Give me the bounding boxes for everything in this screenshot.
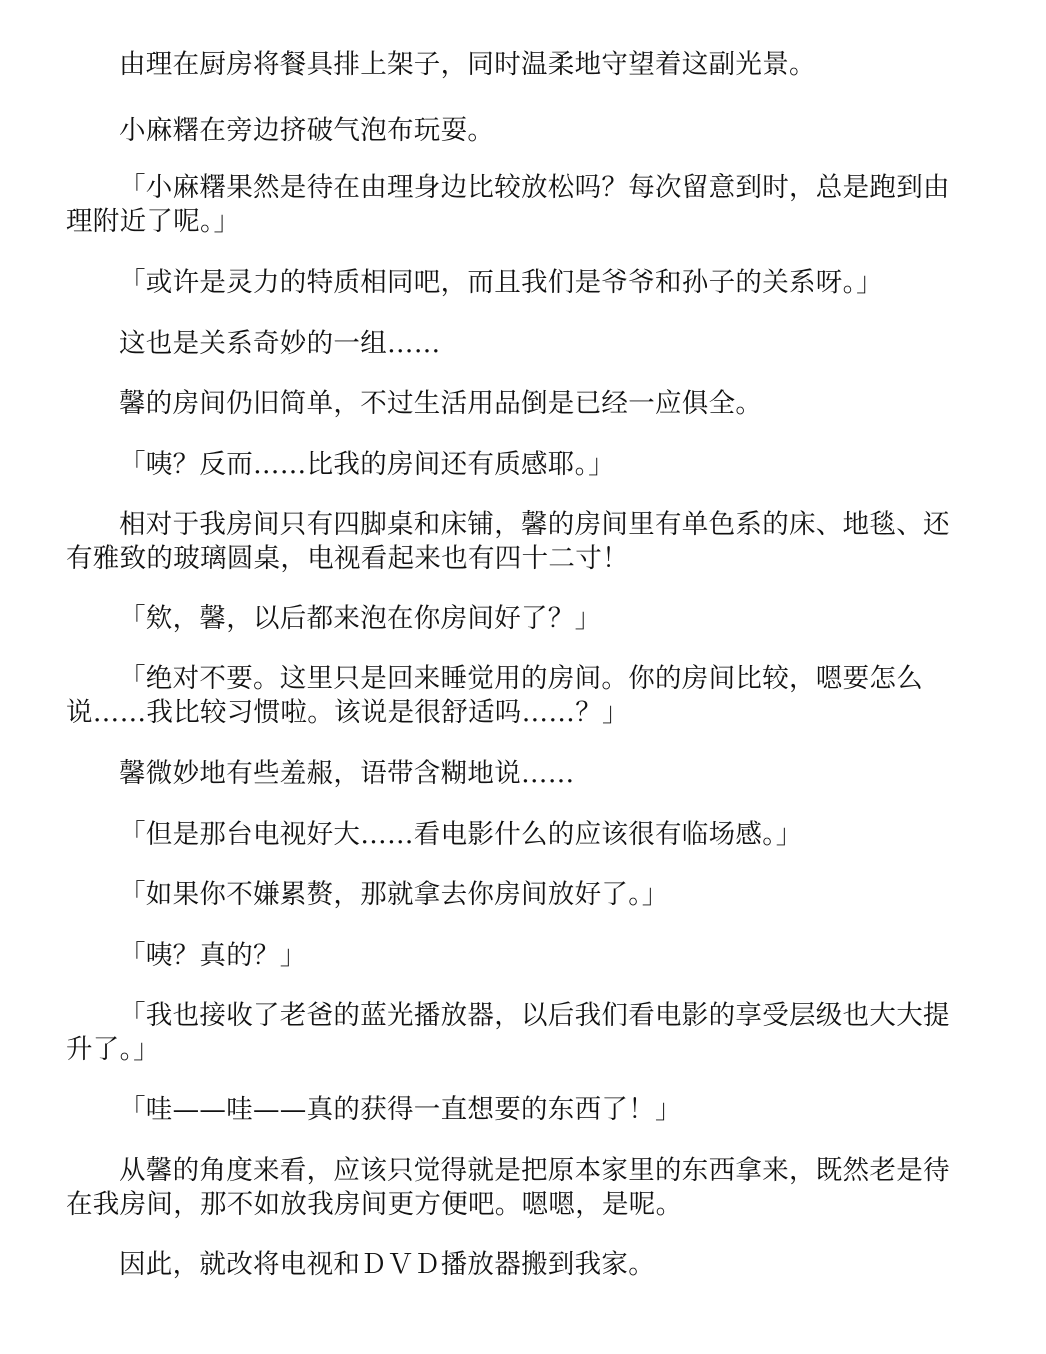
paragraph: 「但是那台电视好大……看电影什么的应该很有临场感。」 (119, 819, 803, 850)
paragraph: 「绝对不要。这里只是回来睡觉用的房间。你的房间比较，嗯要怎么说……我比较习惯啦。该说是很舒适吗……？」 (66, 663, 923, 728)
paragraph: 小麻糬在旁边挤破气泡布玩耍。 (119, 115, 495, 146)
paragraph: 相对于我房间只有四脚桌和床铺，馨的房间里有单色系的床、地毯、还有雅致的玻璃圆桌，电视看起来也有四十二寸！ (66, 509, 950, 574)
paragraph: 「我也接收了老爸的蓝光播放器，以后我们看电影的享受层级也大大提升了。」 (66, 1000, 950, 1065)
paragraph: 「或许是灵力的特质相同吧，而且我们是爷爷和孙子的关系呀。」 (119, 267, 883, 298)
paragraph: 「咦？反而……比我的房间还有质感耶。」 (119, 449, 615, 480)
paragraph: 「欸，馨，以后都来泡在你房间好了？」 (119, 603, 602, 634)
paragraph: 因此，就改将电视和ＤＶＤ播放器搬到我家。 (119, 1249, 655, 1280)
paragraph: 「哇——哇——真的获得一直想要的东西了！」 (119, 1094, 682, 1125)
paragraph: 「咦？真的？」 (119, 940, 307, 971)
paragraph: 「如果你不嫌累赘，那就拿去你房间放好了。」 (119, 879, 669, 910)
paragraph: 「小麻糬果然是待在由理身边比较放松吗？每次留意到时，总是跑到由理附近了呢。」 (66, 172, 950, 237)
paragraph: 由理在厨房将餐具排上架子，同时温柔地守望着这副光景。 (119, 49, 816, 80)
paragraph: 从馨的角度来看，应该只觉得就是把原本家里的东西拿来，既然老是待在我房间，那不如放我房间更方便吧。嗯嗯，是呢。 (66, 1155, 950, 1220)
paragraph: 馨的房间仍旧简单，不过生活用品倒是已经一应俱全。 (119, 388, 763, 419)
paragraph: 馨微妙地有些羞赧，语带含糊地说…… (119, 758, 575, 789)
paragraph: 这也是关系奇妙的一组…… (119, 328, 441, 359)
